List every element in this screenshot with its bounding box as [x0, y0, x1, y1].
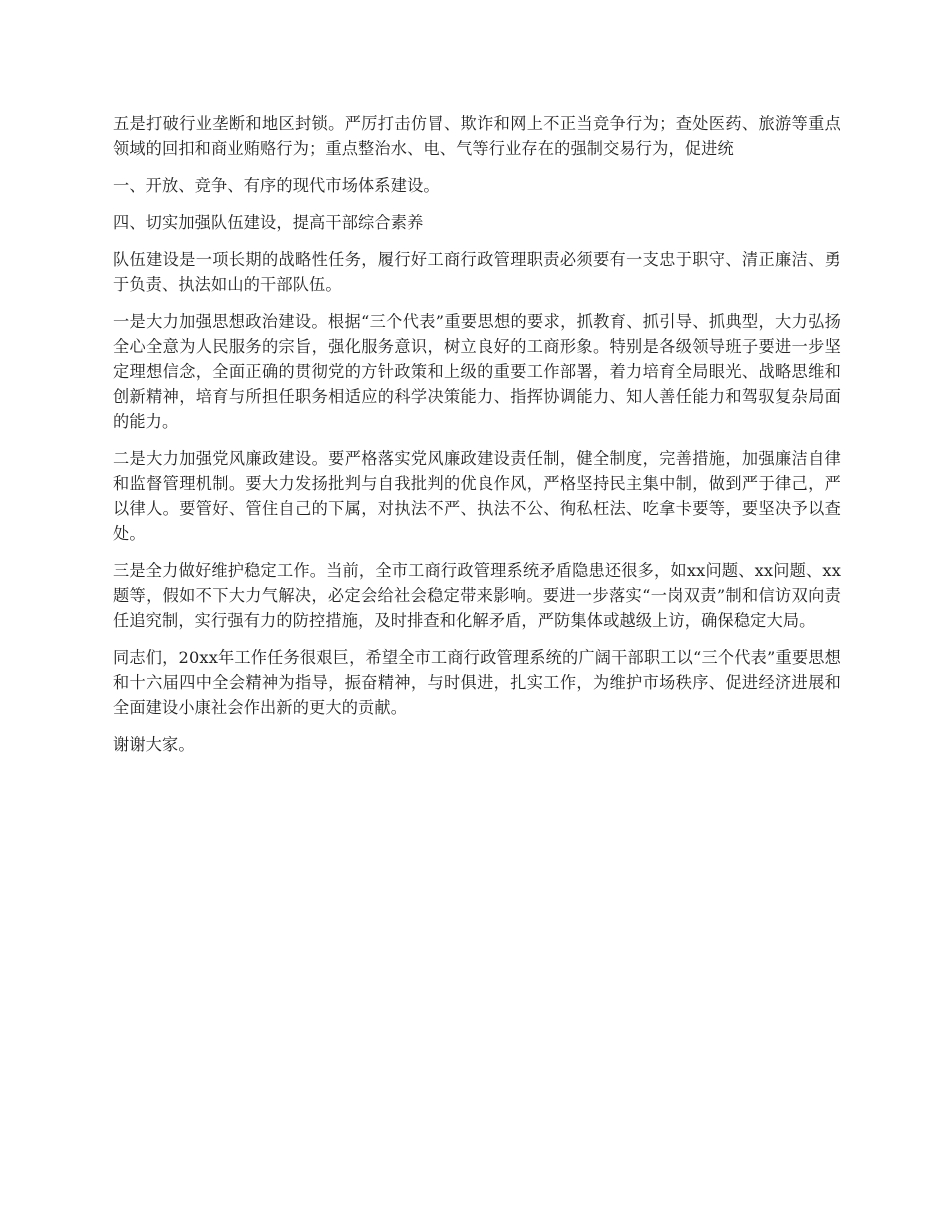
paragraph-market-system: 一、开放、竞争、有序的现代市场体系建设。 [113, 176, 440, 195]
paragraph-team-building-intro: 队伍建设是一项长期的战略性任务，履行好工商行政管理职责必须要有一支忠于职守、清正廉洁、勇于负责、执法如山的干部队伍。 [113, 250, 841, 294]
paragraph-closing-appeal: 同志们，20xx年工作任务很艰巨，希望全市工商行政管理系统的广阔干部职工以“三个代表”重要思想和十六届四中全会精神为指导，振奋精神，与时俱进，扎实工作，为维护市场秩序、促进经济进展和全面建设小康社会作出新的更大的贡献。 [113, 648, 841, 717]
paragraph-thanks: 谢谢大家。 [113, 735, 195, 754]
paragraph-integrity-building: 二是大力加强党风廉政建设。要严格落实党风廉政建设责任制，健全制度，完善措施，加强廉洁自律和监督管理机制。要大力发扬批判与自我批判的优良作风，严格坚持民主集中制，做到严于律己，严以律人。要管好、管住自己的下属，对执法不严、执法不公、徇私枉法、吃拿卡要等，要坚决予以查处。 [113, 449, 841, 543]
section-heading-team-building: 四、切实加强队伍建设，提高干部综合素养 [113, 213, 424, 232]
paragraph-political-building: 一是大力加强思想政治建设。根据“三个代表”重要思想的要求，抓教育、抓引导、抓典型，大力弘扬全心全意为人民服务的宗旨，强化服务意识，树立良好的工商形象。特别是各级领导班子要进一步坚定理想信念，全面正确的贯彻党的方针政策和上级的重要工作部署，着力培育全局眼光、战略思维和创新精神，培育与所担任职务相适应的科学决策能力、指挥协调能力、知人善任能力和驾驭复杂局面的能力。 [113, 312, 841, 431]
document-body [113, 111, 841, 769]
paragraph-breaking-monopoly: 五是打破行业垄断和地区封锁。严厉打击仿冒、欺诈和网上不正当竞争行为；查处医药、旅游等重点领域的回扣和商业贿赂行为；重点整治水、电、气等行业存在的强制交易行为，促进统 [113, 114, 841, 158]
paragraph-stability-work: 三是全力做好维护稳定工作。当前，全市工商行政管理系统矛盾隐患还很多，如xx问题、xx问题、xx题等，假如不下大力气解决，必定会给社会稳定带来影响。要进一步落实“一岗双责”制和信访双向责任追究制，实行强有力的防控措施，及时排查和化解矛盾，严防集体或越级上访，确保稳定大局。 [113, 561, 841, 630]
